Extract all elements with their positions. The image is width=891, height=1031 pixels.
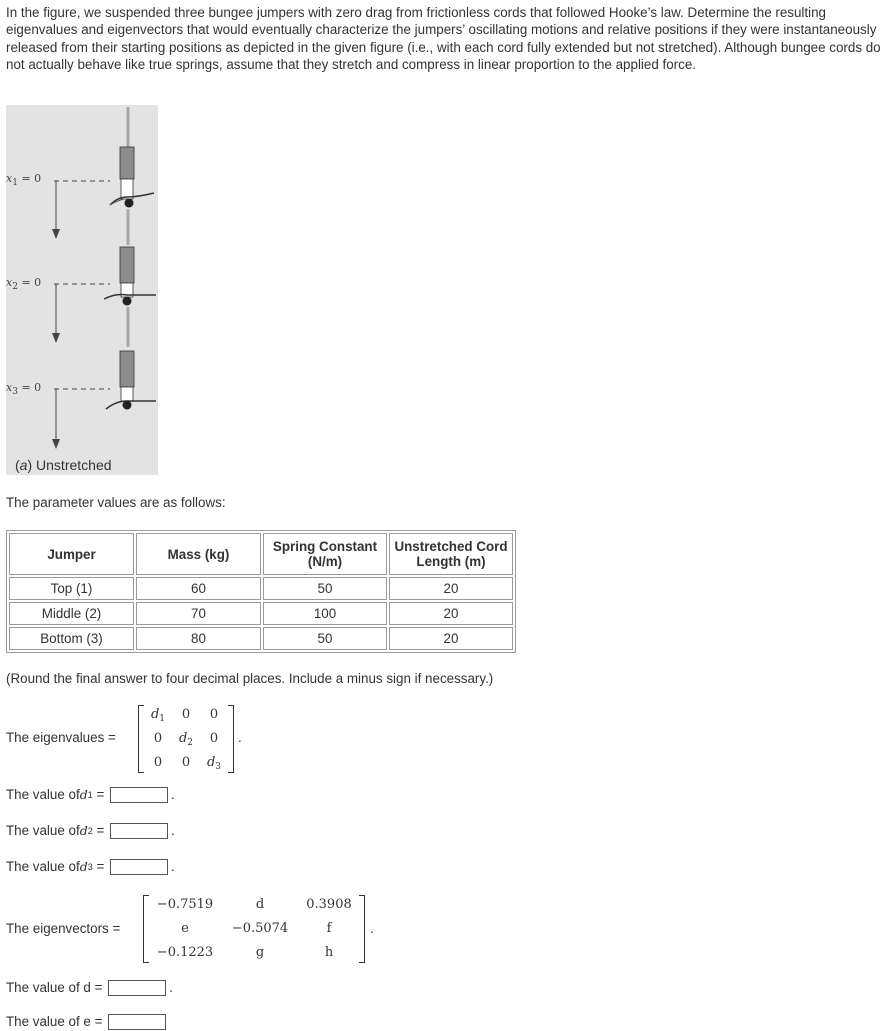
jumper-bottom <box>106 351 156 410</box>
label-x3: $x_3 = 0$ <box>6 381 42 397</box>
d1-input[interactable] <box>110 787 168 803</box>
eigenvalues-matrix <box>138 705 234 773</box>
matrix-cell: d <box>255 897 265 912</box>
figure-caption: (a) Unstretched <box>15 457 112 473</box>
rounding-instruction: (Round the final answer to four decimal places. Include a minus sign if necessary.) <box>6 671 494 686</box>
answer-row-d3: The value ofd3 = . <box>6 859 175 875</box>
bungee-figure <box>6 105 158 475</box>
eigenvalues-label: The eigenvalues = <box>6 730 116 745</box>
header-spring-constant: Spring Constant (N/m) <box>263 533 387 575</box>
matrix-cell: −0.1223 <box>156 945 214 960</box>
matrix-cell: 0 <box>181 755 191 770</box>
matrix-cell: $d_3$ <box>206 755 222 772</box>
matrix-cell: 0 <box>153 731 163 746</box>
header-mass: Mass (kg) <box>136 533 261 575</box>
matrix-cell: −0.7519 <box>156 897 214 912</box>
matrix-cell: $d_1$ <box>150 707 166 724</box>
position-marker-3 <box>52 389 110 449</box>
label-x2: $x_2 = 0$ <box>6 276 42 292</box>
d3-input[interactable] <box>110 859 168 875</box>
table-cell: 20 <box>389 577 513 600</box>
matrix-cell: 0 <box>181 707 191 722</box>
table-cell: 80 <box>136 627 261 650</box>
table-row <box>9 627 513 650</box>
position-marker-2 <box>52 284 110 343</box>
table-cell: 20 <box>389 602 513 625</box>
matrix-cell: −0.5074 <box>231 921 289 936</box>
jumper-middle <box>104 247 156 306</box>
table-header-row <box>9 533 513 575</box>
table-row <box>9 577 513 600</box>
e-input[interactable] <box>108 1014 166 1030</box>
table-cell: 20 <box>389 627 513 650</box>
jumper-top <box>110 147 154 208</box>
matrix-cell: 0.3908 <box>306 897 352 912</box>
table-row <box>9 602 513 625</box>
matrix-cell: 0 <box>153 755 163 770</box>
table-cell: Top (1) <box>9 577 134 600</box>
matrix-cell: 0 <box>209 707 219 722</box>
d2-input[interactable] <box>110 823 168 839</box>
label-x1: $x_1 = 0$ <box>6 172 42 188</box>
answer-row-d: The value of d = . <box>6 980 173 996</box>
table-cell: 50 <box>263 577 387 600</box>
table-cell: 50 <box>263 627 387 650</box>
matrix-cell: $d_2$ <box>178 731 194 748</box>
eigenvectors-matrix <box>143 895 365 963</box>
answer-row-d2: The value ofd2 = . <box>6 823 175 839</box>
header-jumper: Jumper <box>9 533 134 575</box>
table-cell: 70 <box>136 602 261 625</box>
params-intro: The parameter values are as follows: <box>6 495 226 510</box>
eigenvectors-label: The eigenvectors = <box>6 921 121 936</box>
matrix-cell: f <box>326 921 332 936</box>
matrix-cell: e <box>181 921 189 936</box>
table-cell: 60 <box>136 577 261 600</box>
matrix-cell: 0 <box>209 731 219 746</box>
answer-row-e: The value of e = <box>6 1013 166 1031</box>
matrix-cell: h <box>324 945 334 960</box>
table-cell: 100 <box>263 602 387 625</box>
problem-statement: In the figure, we suspended three bungee jumpers with zero drag from frictionless cords that followed Hooke’s law. Determine the resulting eigenvalues and eigenvectors that would eventually characterize the jumpers’ oscillating motions and relative positions if they were instantaneously released from their starting positions as depicted in the given figure (i.e., with each cord fully extended but not stretched). Although bungee cords do not actually behave like true springs, assume that they stretch and compress in linear proportion to the applied force. <box>6 5 881 72</box>
header-cord-length: Unstretched Cord Length (m) <box>389 533 513 575</box>
parameter-table <box>6 530 516 653</box>
d-input[interactable] <box>108 980 166 996</box>
matrix-cell: g <box>255 945 265 960</box>
position-marker-1 <box>52 181 110 239</box>
table-cell: Bottom (3) <box>9 627 134 650</box>
table-cell: Middle (2) <box>9 602 134 625</box>
answer-row-d1: The value ofd1 = . <box>6 787 175 803</box>
